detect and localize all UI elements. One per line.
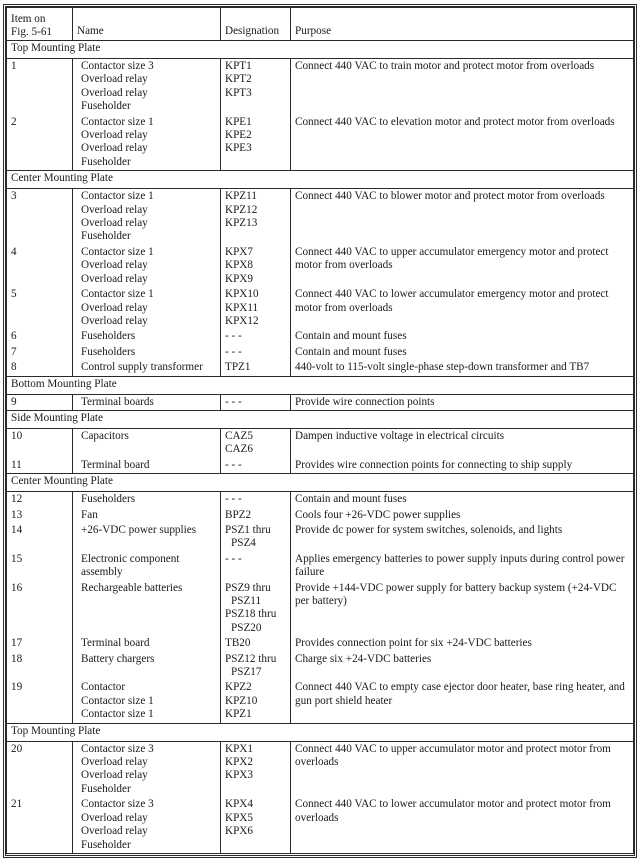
section-header-row (7, 410, 634, 428)
item-number: 4 (7, 245, 73, 287)
designation: KPX9 (225, 272, 253, 285)
component-name-cell (73, 287, 221, 329)
component-name: Contactor size 1 (81, 245, 154, 258)
purpose: Cools four +26-VDC power supplies (291, 508, 634, 523)
item-number: 8 (7, 360, 73, 376)
item-number: 12 (7, 492, 73, 508)
purpose: Connect 440 VAC to elevation motor and protect motor from overloads (291, 115, 634, 171)
designation: KPX12 (225, 314, 259, 327)
table-row (7, 287, 634, 329)
item-number: 9 (7, 394, 73, 410)
purpose: Contain and mount fuses (291, 329, 634, 344)
section-header-row (7, 41, 634, 59)
component-name-cell (73, 360, 221, 376)
component-name-cell (73, 797, 221, 853)
component-name-cell (73, 552, 221, 581)
table-row (7, 428, 634, 457)
table-row (7, 360, 634, 376)
designation: KPZ2 (225, 681, 252, 694)
designation: KPZ10 (225, 694, 258, 707)
component-name-cell (73, 508, 221, 523)
designation: KPX4 (225, 798, 253, 811)
component-name: Fuseholders (81, 493, 136, 506)
designation: KPX11 (225, 301, 259, 314)
designation: TB20 (225, 637, 251, 650)
table-row (7, 636, 634, 651)
table-row (7, 189, 634, 245)
section-header-row (7, 474, 634, 492)
designation: KPE2 (225, 129, 252, 142)
item-number: 20 (7, 741, 73, 797)
component-name: Overload relay (81, 301, 148, 314)
purpose: Charge six +24-VDC batteries (291, 652, 634, 681)
designation: PSZ17 (231, 666, 262, 679)
designation-cell (221, 508, 291, 523)
table-row (7, 797, 634, 853)
section-title: Top Mounting Plate (7, 41, 634, 59)
component-name: Overload relay (81, 756, 148, 769)
table-row (7, 329, 634, 344)
component-name: Overload relay (81, 259, 148, 272)
item-number: 18 (7, 652, 73, 681)
component-name: Battery chargers (81, 652, 155, 665)
designation-cell (221, 492, 291, 508)
component-name: Fuseholder (81, 838, 131, 851)
component-name-cell (73, 59, 221, 115)
purpose: Connect 440 VAC to upper accumulator emergency motor and protect motor from overloads (291, 245, 634, 287)
component-name-cell (73, 115, 221, 171)
designation-cell (221, 245, 291, 287)
component-name: Terminal boards (81, 395, 154, 408)
designation-cell (221, 741, 291, 797)
section-title: Side Mounting Plate (7, 410, 634, 428)
component-name-cell (73, 345, 221, 360)
component-name: Fuseholders (81, 345, 136, 358)
designation-cell (221, 552, 291, 581)
designation: - - - (225, 395, 242, 408)
designation-cell (221, 797, 291, 853)
purpose: Connect 440 VAC to upper accumulator motor and protect motor from overloads (291, 741, 634, 797)
component-name: Overload relay (81, 811, 148, 824)
table-row (7, 59, 634, 115)
designation: TPZ1 (225, 361, 251, 374)
component-name: Overload relay (81, 272, 148, 285)
section-title: Bottom Mounting Plate (7, 376, 634, 394)
section-header-row (7, 723, 634, 741)
item-number: 2 (7, 115, 73, 171)
designation: KPZ1 (225, 708, 252, 721)
component-name-cell (73, 428, 221, 457)
component-name: Rechargeable batteries (81, 581, 183, 594)
component-name-cell (73, 652, 221, 681)
table-row (7, 458, 634, 474)
item-number: 14 (7, 523, 73, 552)
purpose: Provide wire connection points (291, 394, 634, 410)
component-name: Fuseholder (81, 230, 131, 243)
component-name: Terminal board (81, 637, 150, 650)
designation-cell (221, 345, 291, 360)
purpose: Connect 440 VAC to blower motor and protect motor from overloads (291, 189, 634, 245)
designation: - - - (225, 458, 242, 471)
item-number: 10 (7, 428, 73, 457)
designation: PSZ20 (231, 621, 262, 634)
item-number: 21 (7, 797, 73, 853)
table-body (7, 41, 634, 854)
item-number: 16 (7, 581, 73, 637)
purpose: Connect 440 VAC to train motor and protect motor from overloads (291, 59, 634, 115)
component-name: assembly (81, 566, 123, 579)
designation: PSZ9 thru (225, 581, 271, 594)
designation: KPZ12 (225, 203, 258, 216)
header-item (7, 8, 73, 41)
table-row (7, 552, 634, 581)
designation: BPZ2 (225, 508, 252, 521)
designation: KPT2 (225, 73, 252, 86)
component-name: Overload relay (81, 73, 148, 86)
component-name: Overload relay (81, 769, 148, 782)
designation-cell (221, 636, 291, 651)
section-header-row (7, 376, 634, 394)
designation: - - - (225, 493, 242, 506)
component-name: Contactor size 3 (81, 60, 154, 72)
item-number: 6 (7, 329, 73, 344)
component-name: Overload relay (81, 217, 148, 230)
section-title: Center Mounting Plate (7, 171, 634, 189)
table-row (7, 741, 634, 797)
purpose: Connect 440 VAC to empty case ejector door heater, base ring heater, and gun port shield heater (291, 680, 634, 723)
component-name: Contactor size 3 (81, 798, 154, 811)
component-name: Fuseholder (81, 782, 131, 795)
designation: PSZ11 (231, 595, 262, 607)
component-name-cell (73, 394, 221, 410)
table-row (7, 115, 634, 171)
item-number: 7 (7, 345, 73, 360)
purpose: Provides wire connection points for connecting to ship supply (291, 458, 634, 474)
table-row (7, 245, 634, 287)
designation: KPX1 (225, 742, 253, 755)
purpose: Contain and mount fuses (291, 345, 634, 360)
item-number: 17 (7, 636, 73, 651)
designation-cell (221, 581, 291, 637)
component-name: Control supply transformer (81, 361, 203, 374)
component-name: Contactor (81, 681, 126, 694)
component-name: Fuseholder (81, 100, 131, 113)
component-name-cell (73, 636, 221, 651)
table-row (7, 492, 634, 508)
component-name: Overload relay (81, 203, 148, 216)
designation: - - - (225, 552, 242, 565)
component-name: Overload relay (81, 129, 148, 142)
designation: PSZ18 thru (225, 608, 277, 621)
designation: KPX2 (225, 756, 253, 769)
component-name: Capacitors (81, 429, 129, 442)
item-number: 1 (7, 59, 73, 115)
purpose: Connect 440 VAC to lower accumulator emergency motor and protect motor from overloads (291, 287, 634, 329)
component-name-cell (73, 741, 221, 797)
header-item-line1: Item on (11, 13, 46, 25)
designation: PSZ1 thru (225, 523, 271, 536)
parts-table (6, 7, 634, 854)
section-title: Center Mounting Plate (7, 474, 634, 492)
parts-table-frame (3, 4, 637, 858)
header-designation: Designation (221, 8, 291, 41)
purpose: Contain and mount fuses (291, 492, 634, 508)
section-title: Top Mounting Plate (7, 723, 634, 741)
designation-cell (221, 59, 291, 115)
component-name-cell (73, 680, 221, 723)
component-name-cell (73, 581, 221, 637)
designation: KPE3 (225, 142, 252, 155)
designation: KPX10 (225, 288, 259, 301)
table-row (7, 394, 634, 410)
purpose: 440-volt to 115-volt single-phase step-down transformer and TB7 (291, 360, 634, 376)
header-purpose: Purpose (291, 8, 634, 41)
component-name: +26-VDC power supplies (81, 523, 197, 536)
item-number: 13 (7, 508, 73, 523)
item-number: 15 (7, 552, 73, 581)
designation-cell (221, 360, 291, 376)
component-name-cell (73, 492, 221, 508)
designation: KPZ13 (225, 217, 258, 230)
item-number: 3 (7, 189, 73, 245)
component-name: Overload relay (81, 142, 148, 155)
designation: - - - (225, 330, 242, 343)
item-number: 5 (7, 287, 73, 329)
designation: KPX6 (225, 825, 253, 838)
designation: - - - (225, 345, 242, 358)
designation: KPX8 (225, 259, 253, 272)
designation: KPX7 (225, 245, 253, 258)
designation: KPE1 (225, 115, 252, 128)
purpose: Connect 440 VAC to lower accumulator motor and protect motor from overloads (291, 797, 634, 853)
designation-cell (221, 115, 291, 171)
purpose: Provide dc power for system switches, solenoids, and lights (291, 523, 634, 552)
table-row (7, 680, 634, 723)
designation-cell (221, 523, 291, 552)
purpose: Provide +144-VDC power supply for battery backup system (+24-VDC per battery) (291, 581, 634, 637)
component-name: Terminal board (81, 458, 150, 471)
designation-cell (221, 189, 291, 245)
designation-cell (221, 652, 291, 681)
component-name: Contactor size 1 (81, 190, 154, 203)
header-row (7, 8, 634, 41)
table-row (7, 345, 634, 360)
component-name: Fuseholders (81, 330, 136, 343)
component-name: Overload relay (81, 314, 148, 327)
component-name: Fan (81, 508, 98, 521)
component-name: Electronic component (81, 552, 180, 565)
component-name: Contactor size 1 (81, 115, 154, 128)
table-row (7, 652, 634, 681)
header-name: Name (73, 8, 221, 41)
component-name: Contactor size 1 (81, 288, 154, 301)
purpose: Dampen inductive voltage in electrical circuits (291, 428, 634, 457)
item-number: 19 (7, 680, 73, 723)
header-item-line2: Fig. 5-61 (11, 25, 53, 38)
component-name: Overload relay (81, 825, 148, 838)
item-number: 11 (7, 458, 73, 474)
designation-cell (221, 329, 291, 344)
component-name: Contactor size 1 (81, 694, 154, 707)
component-name-cell (73, 189, 221, 245)
designation: CAZ6 (225, 443, 253, 456)
designation: PSZ4 (231, 537, 256, 550)
designation-cell (221, 428, 291, 457)
component-name-cell (73, 329, 221, 344)
purpose: Applies emergency batteries to power supply inputs during control power failure (291, 552, 634, 581)
component-name: Overload relay (81, 86, 148, 99)
component-name-cell (73, 458, 221, 474)
designation-cell (221, 458, 291, 474)
component-name: Fuseholder (81, 155, 131, 168)
component-name-cell (73, 523, 221, 552)
designation: KPX3 (225, 769, 253, 782)
table-row (7, 523, 634, 552)
designation: KPZ11 (225, 190, 257, 203)
designation: KPX5 (225, 811, 253, 824)
component-name: Contactor size 3 (81, 742, 154, 755)
designation: PSZ12 thru (225, 652, 277, 665)
table-row (7, 508, 634, 523)
designation: KPT3 (225, 86, 252, 99)
section-header-row (7, 171, 634, 189)
component-name: Contactor size 1 (81, 708, 154, 721)
component-name-cell (73, 245, 221, 287)
designation-cell (221, 394, 291, 410)
purpose: Provides connection point for six +24-VDC batteries (291, 636, 634, 651)
designation-cell (221, 287, 291, 329)
designation-cell (221, 680, 291, 723)
designation: CAZ5 (225, 429, 253, 442)
designation: KPT1 (225, 60, 252, 72)
table-row (7, 581, 634, 637)
